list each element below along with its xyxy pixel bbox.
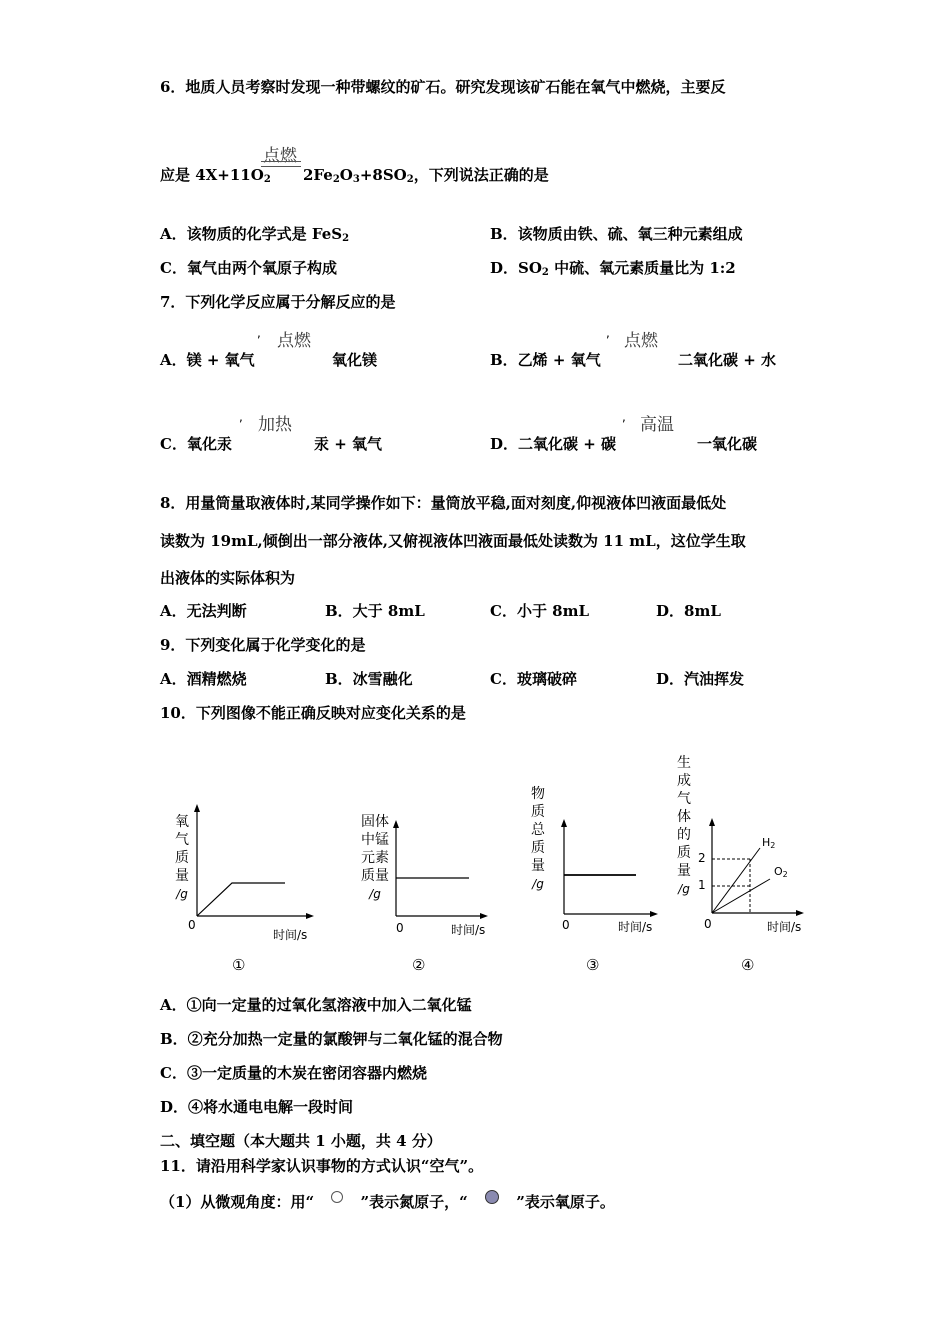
section-2-heading: 二、填空题（本大题共 1 小题，共 4 分） bbox=[160, 1132, 442, 1150]
q7-option-b-product: 二氧化碳 + 水 bbox=[678, 351, 777, 369]
chart-3-xlabel: 时间/s bbox=[618, 920, 653, 934]
q10-option-d[interactable]: D．④将水通电电解一段时间 bbox=[160, 1098, 354, 1116]
q7-stem: 7．下列化学反应属于分解反应的是 bbox=[160, 293, 396, 311]
q7-a-tick: , bbox=[257, 326, 261, 340]
chart-4-plot bbox=[676, 752, 826, 922]
q6-option-a[interactable]: A．该物质的化学式是 FeS$_2$ bbox=[160, 225, 350, 244]
q9-option-d[interactable]: D．汽油挥发 bbox=[656, 670, 745, 688]
chart-4-ylabel: 生 成 气 体 的 质 量 /g bbox=[677, 755, 691, 896]
q8-option-a[interactable]: A．无法判断 bbox=[160, 602, 247, 620]
q8-option-d[interactable]: D．8mL bbox=[656, 602, 721, 620]
q7-option-c-product: 汞 + 氧气 bbox=[314, 435, 383, 453]
chart-4-h2-label: $H_2$ bbox=[762, 836, 776, 850]
q8-option-c[interactable]: C．小于 8mL bbox=[490, 602, 590, 620]
chart-4-tick-2: 2 bbox=[698, 851, 706, 865]
chart-1-plot bbox=[170, 800, 320, 930]
chart-1-ylabel: 氧 气 质 量 /g bbox=[175, 814, 189, 901]
chart-4-origin: 0 bbox=[704, 917, 712, 931]
q10-option-c[interactable]: C．③一定质量的木炭在密闭容器内燃烧 bbox=[160, 1064, 427, 1082]
q7-d-condition: 高温 bbox=[640, 415, 674, 435]
chart-2-number: ② bbox=[412, 956, 426, 974]
chart-1-number: ① bbox=[232, 956, 246, 974]
q6-equation-right: $2Fe_2O_3+8SO_2$，下列说法正确的是 bbox=[303, 166, 549, 185]
q7-option-c[interactable]: C．氧化汞 bbox=[160, 435, 232, 453]
q6-condition: 点燃 bbox=[263, 146, 297, 166]
chart-2-plot bbox=[356, 800, 506, 930]
chart-4-number: ④ bbox=[741, 956, 755, 974]
chart-4-xlabel: 时间/s bbox=[767, 920, 802, 934]
nitrogen-atom-icon bbox=[331, 1191, 343, 1203]
chart-2-xlabel: 时间/s bbox=[451, 923, 486, 937]
chart-1-origin: 0 bbox=[188, 918, 196, 932]
q10-stem: 10．下列图像不能正确反映对应变化关系的是 bbox=[160, 704, 466, 722]
chart-3-ylabel: 物 质 总 质 量 /g bbox=[531, 786, 545, 891]
q9-option-b[interactable]: B．冰雪融化 bbox=[325, 670, 413, 688]
chart-3-plot bbox=[528, 785, 678, 935]
q7-option-a-product: 氧化镁 bbox=[332, 351, 378, 369]
q9-option-a[interactable]: A．酒精燃烧 bbox=[160, 670, 247, 688]
q11-part1: （1）从微观角度：用“ ”表示氮原子，“ ”表示氧原子。 bbox=[160, 1190, 615, 1211]
q9-option-c[interactable]: C．玻璃破碎 bbox=[490, 670, 577, 688]
chart-4-o2-label: $O_2$ bbox=[774, 865, 788, 879]
q7-option-d-product: 一氧化碳 bbox=[697, 435, 758, 453]
q7-b-tick: , bbox=[606, 326, 610, 340]
oxygen-atom-icon bbox=[485, 1190, 499, 1204]
q9-stem: 9．下列变化属于化学变化的是 bbox=[160, 636, 366, 654]
q10-option-a[interactable]: A．①向一定量的过氧化氢溶液中加入二氧化锰 bbox=[160, 996, 472, 1014]
q7-c-condition: 加热 bbox=[258, 415, 292, 435]
q6-option-d[interactable]: D．$SO_2$ 中硫、氧元素质量比为 1:2 bbox=[490, 259, 736, 278]
q8-stem-line2: 读数为 19mL,倾倒出一部分液体,又俯视液体凹液面最低处读数为 11 mL，这位学生取 bbox=[160, 532, 746, 550]
q8-stem-line3: 出液体的实际体积为 bbox=[160, 569, 296, 587]
q7-c-tick: , bbox=[239, 410, 243, 424]
chart-4-tick-1: 1 bbox=[698, 878, 706, 892]
q8-option-b[interactable]: B．大于 8mL bbox=[325, 602, 425, 620]
chart-3-number: ③ bbox=[586, 956, 600, 974]
q8-stem-line1: 8．用量筒量取液体时,某同学操作如下：量筒放平稳,面对刻度,仰视液体凹液面最低处 bbox=[160, 494, 727, 512]
q11-stem: 11．请沿用科学家认识事物的方式认识“空气”。 bbox=[160, 1157, 484, 1175]
q7-option-a[interactable]: A．镁 + 氧气 bbox=[160, 351, 255, 369]
q6-option-c[interactable]: C．氧气由两个氧原子构成 bbox=[160, 259, 337, 277]
chart-1-xlabel: 时间/s bbox=[273, 928, 308, 942]
chart-2-ylabel: 固体 中锰 元素 质量 /g bbox=[361, 814, 389, 901]
q7-option-b[interactable]: B．乙烯 + 氧气 bbox=[490, 351, 601, 369]
q7-option-d[interactable]: D．二氧化碳 + 碳 bbox=[490, 435, 617, 453]
chart-2-origin: 0 bbox=[396, 921, 404, 935]
q7-a-condition: 点燃 bbox=[277, 331, 311, 351]
q6-equation: 应是 $4X+11O_2$ bbox=[160, 166, 271, 185]
q6-option-b[interactable]: B．该物质由铁、硫、氧三种元素组成 bbox=[490, 225, 743, 243]
q6-stem: 6．地质人员考察时发现一种带螺纹的矿石。研究发现该矿石能在氧气中燃烧，主要反 bbox=[160, 78, 726, 96]
q7-d-tick: , bbox=[622, 410, 626, 424]
q7-b-condition: 点燃 bbox=[624, 331, 658, 351]
chart-3-origin: 0 bbox=[562, 918, 570, 932]
q10-option-b[interactable]: B．②充分加热一定量的氯酸钾与二氧化锰的混合物 bbox=[160, 1030, 503, 1048]
